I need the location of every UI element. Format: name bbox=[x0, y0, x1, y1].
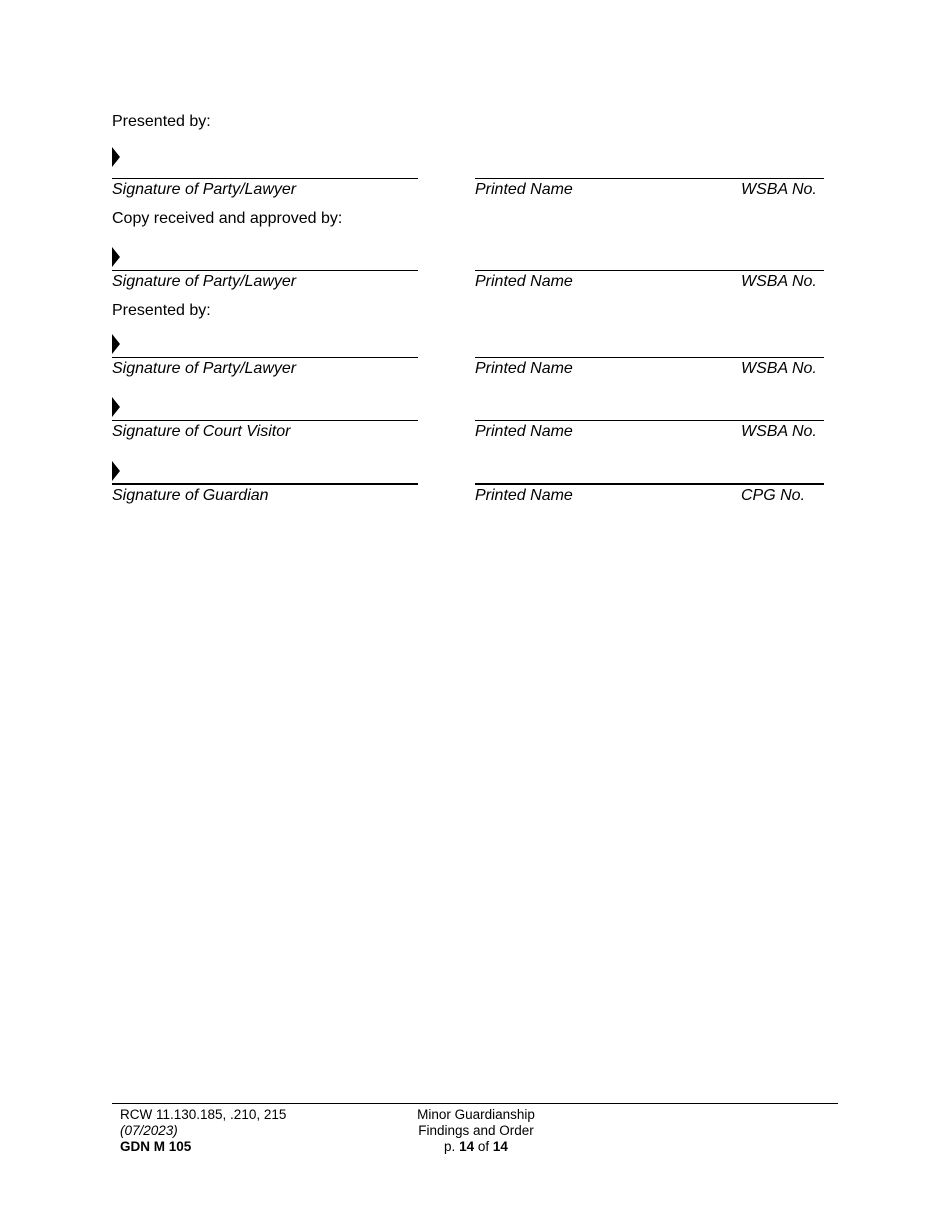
footer-date: (07/2023) bbox=[120, 1123, 178, 1138]
sign-here-arrow-icon bbox=[112, 247, 120, 267]
signature-line[interactable] bbox=[112, 270, 418, 271]
presented-by-heading: Presented by: bbox=[112, 113, 211, 130]
signature-label: Signature of Party/Lawyer bbox=[112, 181, 297, 198]
court-visitor-signature-label: Signature of Court Visitor bbox=[112, 423, 291, 440]
printed-name-label: Printed Name bbox=[475, 181, 573, 198]
wsba-number-label: WSBA No. bbox=[741, 181, 817, 198]
signature-label: Signature of Party/Lawyer bbox=[112, 360, 297, 377]
signature-label: Signature of Party/Lawyer bbox=[112, 273, 297, 290]
copy-received-heading: Copy received and approved by: bbox=[112, 210, 343, 227]
footer-left bbox=[120, 1107, 286, 1155]
signature-line[interactable] bbox=[112, 357, 418, 358]
presented-by-heading: Presented by: bbox=[112, 302, 211, 319]
footer-title-line2: Findings and Order bbox=[418, 1123, 534, 1138]
printed-name-line[interactable] bbox=[475, 420, 824, 421]
guardian-signature-label: Signature of Guardian bbox=[112, 487, 269, 504]
printed-name-label: Printed Name bbox=[475, 273, 573, 290]
footer-rule bbox=[112, 1103, 838, 1104]
signature-line[interactable] bbox=[112, 420, 418, 421]
wsba-number-label: WSBA No. bbox=[741, 273, 817, 290]
wsba-number-label: WSBA No. bbox=[741, 360, 817, 377]
signature-line[interactable] bbox=[112, 483, 418, 485]
page-prefix: p. bbox=[444, 1139, 456, 1154]
footer-title-line1: Minor Guardianship bbox=[417, 1107, 535, 1122]
printed-name-line[interactable] bbox=[475, 270, 824, 271]
footer-statute: RCW 11.130.185, .210, 215 bbox=[120, 1107, 287, 1122]
printed-name-label: Printed Name bbox=[475, 487, 573, 504]
signature-line[interactable] bbox=[112, 178, 418, 179]
footer-page-number bbox=[376, 1139, 576, 1155]
sign-here-arrow-icon bbox=[112, 461, 120, 481]
page-current: 14 bbox=[459, 1139, 475, 1154]
page-total: 14 bbox=[492, 1139, 508, 1154]
sign-here-arrow-icon bbox=[112, 397, 120, 417]
page-of: of bbox=[477, 1139, 490, 1154]
sign-here-arrow-icon bbox=[112, 147, 120, 167]
printed-name-label: Printed Name bbox=[475, 360, 573, 377]
footer-center bbox=[376, 1107, 576, 1155]
printed-name-line[interactable] bbox=[475, 357, 824, 358]
printed-name-line[interactable] bbox=[475, 178, 824, 179]
footer-form-id: GDN M 105 bbox=[120, 1139, 192, 1154]
wsba-number-label: WSBA No. bbox=[741, 423, 817, 440]
cpg-number-label: CPG No. bbox=[741, 487, 806, 504]
printed-name-label: Printed Name bbox=[475, 423, 573, 440]
sign-here-arrow-icon bbox=[112, 334, 120, 354]
printed-name-line[interactable] bbox=[475, 483, 824, 485]
